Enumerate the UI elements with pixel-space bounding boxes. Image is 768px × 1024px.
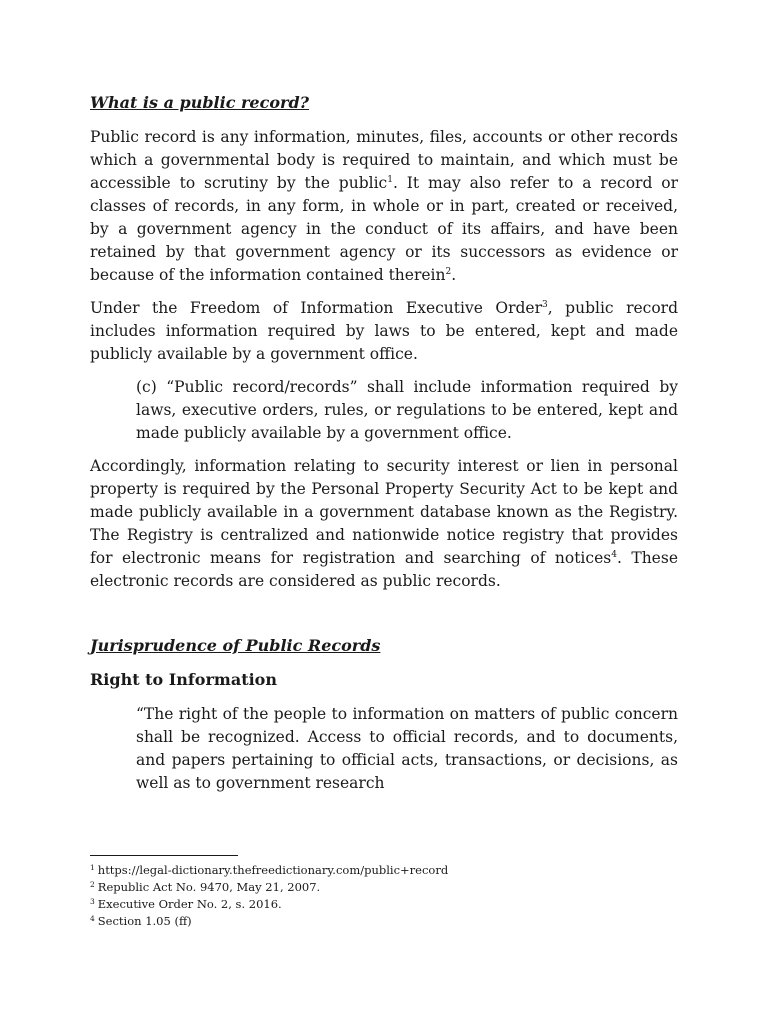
footnotes — [90, 862, 678, 930]
paragraph-foi: Under the Freedom of Information Executive Order$^3$, public record includes information required by laws to be entered, kept and made publicly available by a government office. — [90, 299, 678, 363]
footnote-ref-4: 4 — [611, 550, 617, 560]
footnote-4: $^4$ Section 1.05 (ff) — [90, 914, 192, 928]
block-quote-definition: (c) “Public record/records” shall include information required by laws, executive orders, rules, or regulations to be entered, kept and made publicly available by a government office. — [136, 378, 678, 442]
footnote-divider — [90, 855, 238, 856]
footnote-ref-1: 1 — [387, 175, 393, 185]
footnote-ref-2: 2 — [445, 267, 452, 277]
footnote-2: $^2$ Republic Act No. 9470, May 21, 2007. — [90, 880, 321, 894]
paragraph-registry: Accordingly, information relating to security interest or lien in personal property is required by the Personal Property Security Act to be kept and made publicly available in a government database known as the Registry. The Registry is centralized and nationwide notice registry that provides for electronic means for registration and searching of notices$^4$. These electronic records are considered as public records. — [90, 457, 678, 590]
paragraph-definition: Public record is any information, minutes, files, accounts or other records which a governmental body is required to maintain, and which must be accessible to scrutiny by the public$^1$. It may also refer to a record or classes of records, in any form, in whole or in part, created or received, by a government agency in the conduct of its affairs, and have been retained by that government agency or its successors as evidence or because of the information contained therein$^2$. — [90, 128, 679, 284]
footnote-3: $^3$ Executive Order No. 2, s. 2016. — [90, 897, 282, 911]
subheading-right-to-information: Right to Information — [90, 670, 277, 689]
section-heading-jurisprudence: Jurisprudence of Public Records — [90, 636, 381, 655]
section-heading-public-record: What is a public record? — [90, 93, 310, 112]
block-quote-constitution: “The right of the people to information on matters of public concern shall be recognized. Access to official records, and to documents, and papers pertaining to official acts, transactions, or decisions, as well as to government research — [136, 705, 678, 792]
footnote-link[interactable]: https://legal-dictionary.thefreedictionary.com/public+record — [97, 863, 449, 877]
footnote-ref-3: 3 — [542, 300, 548, 310]
footnote-1: $^1$ https://legal-dictionary.thefreedictionary.com/public+record — [90, 863, 449, 877]
document-body — [90, 92, 678, 805]
